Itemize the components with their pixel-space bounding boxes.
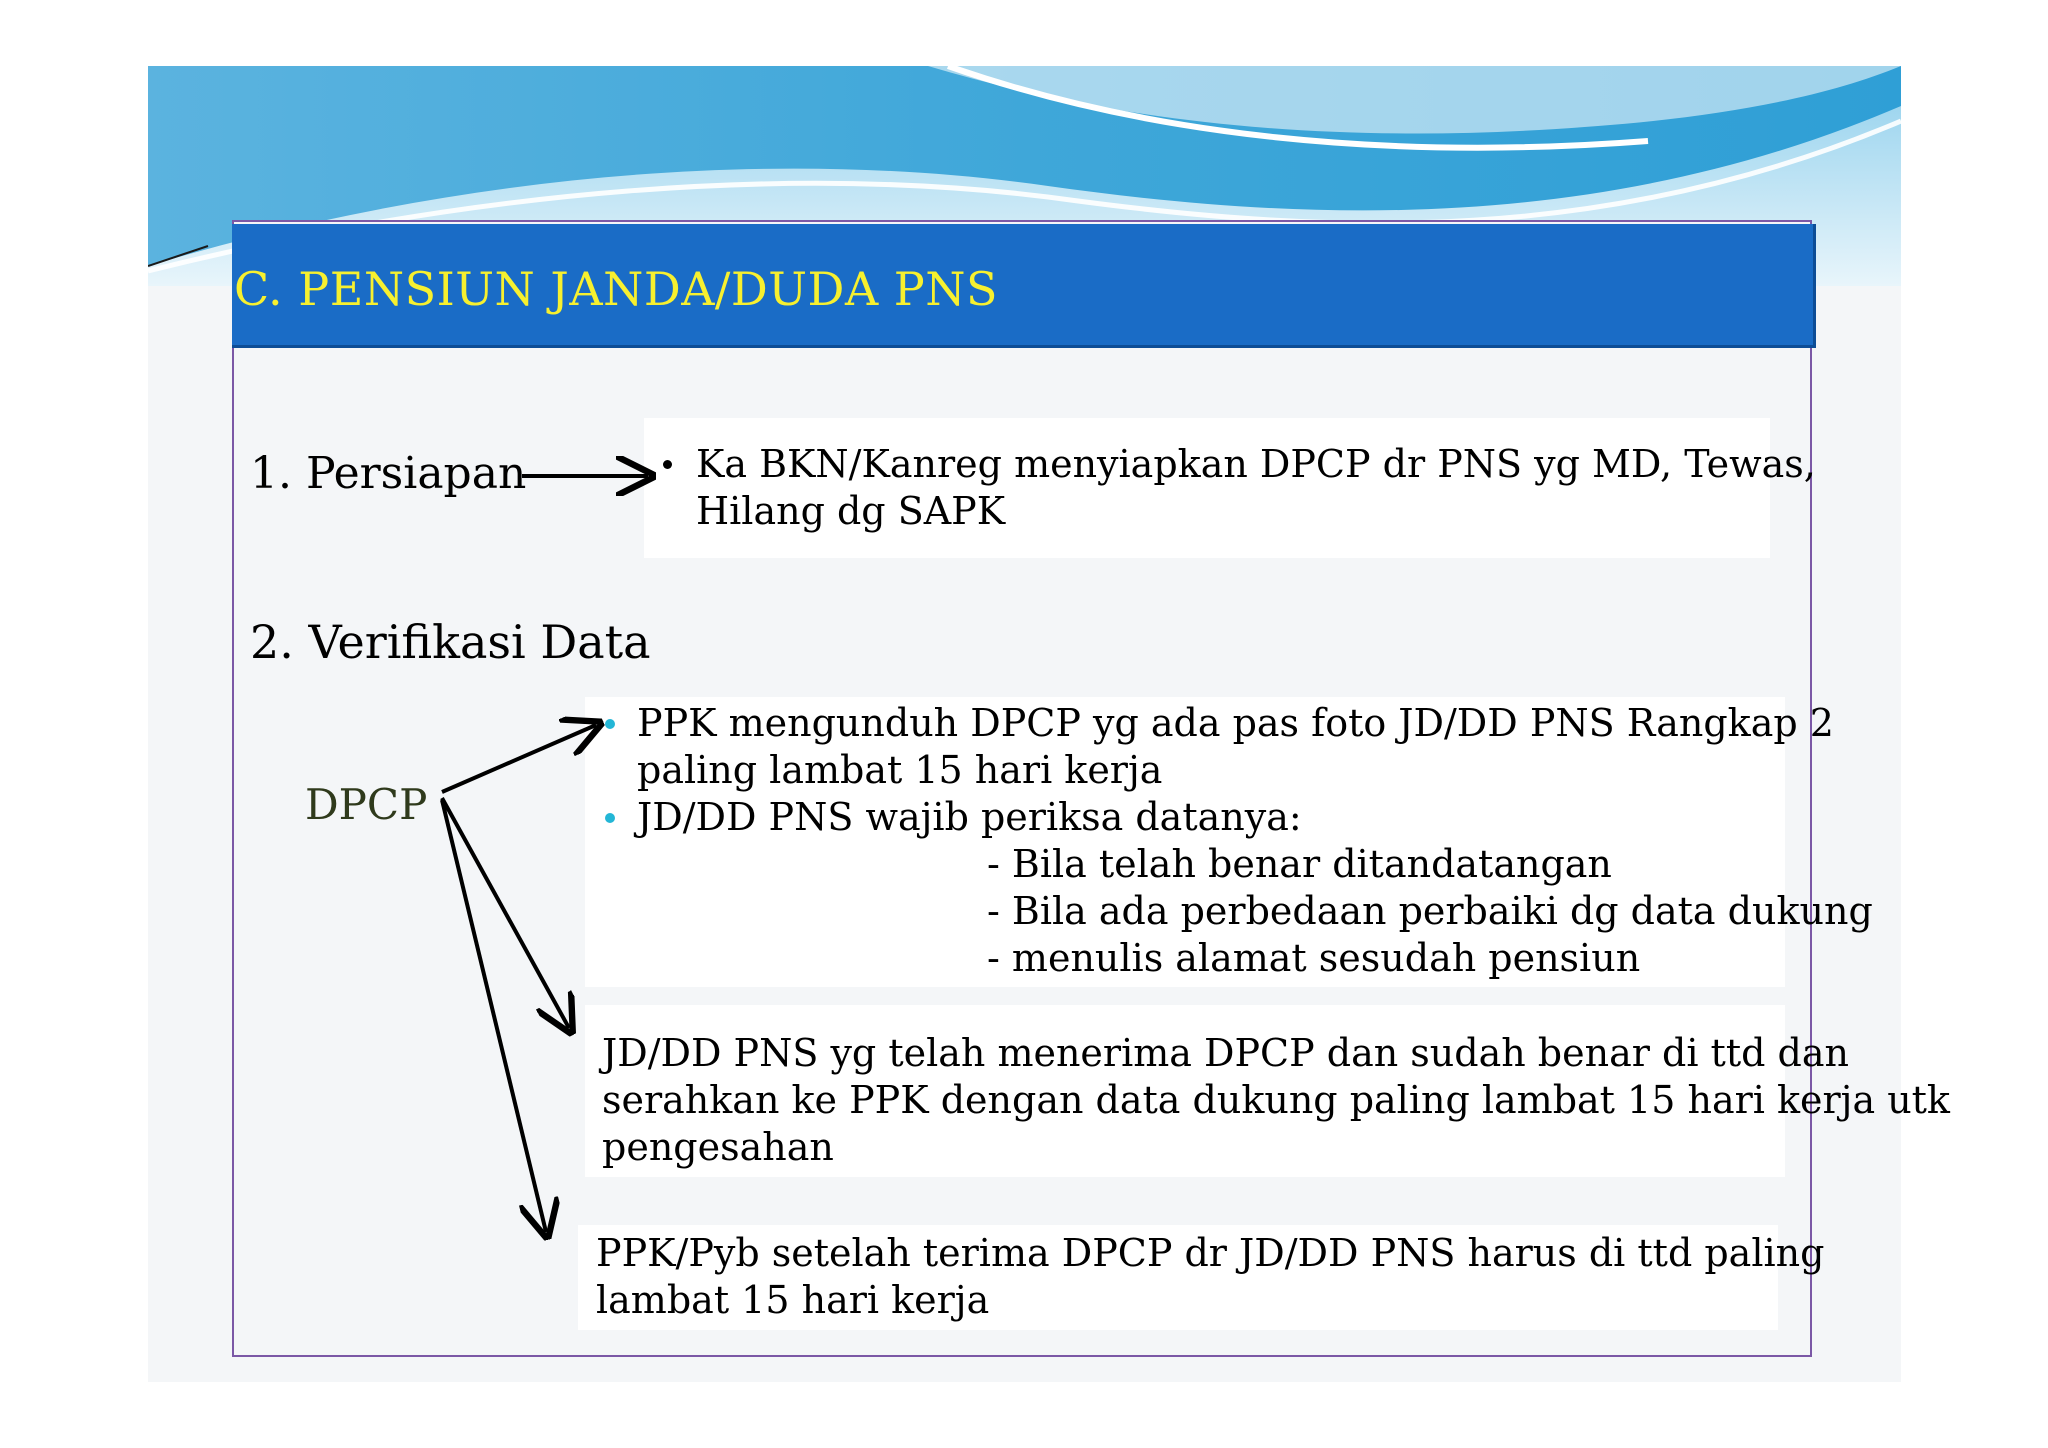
arrow-to-submission [442, 798, 569, 1028]
sub-item-1: - Bila telah benar ditandatangan [987, 842, 1612, 886]
approval-line2: lambat 15 hari kerja [596, 1278, 990, 1322]
verification-bullet1-line2: paling lambat 15 hari kerja [637, 748, 1163, 792]
arrow-to-verification [442, 725, 596, 792]
submission-line3: pengesahan [602, 1125, 834, 1169]
section2-label: 2. Verifikasi Data [250, 615, 651, 669]
section1-bullet-line1: Ka BKN/Kanreg menyiapkan DPCP dr PNS yg MD, Tewas, [696, 442, 1816, 486]
section1-bullet-line2: Hilang dg SAPK [696, 489, 1006, 533]
sub-item-3: - menulis alamat sesudah pensiun [987, 936, 1641, 980]
sub-item-2: - Bila ada perbedaan perbaiki dg data dukung [987, 889, 1873, 933]
submission-line2: serahkan ke PPK dengan data dukung paling lambat 15 hari kerja utk [602, 1078, 1950, 1122]
verification-bullet1-line1: PPK mengunduh DPCP yg ada pas foto JD/DD PNS Rangkap 2 [637, 701, 1834, 745]
arrow-to-approval [442, 800, 546, 1232]
verification-bullet2: JD/DD PNS wajib periksa datanya: [637, 795, 1302, 839]
approval-line1: PPK/Pyb setelah terima DPCP dr JD/DD PNS harus di ttd paling [596, 1231, 1825, 1275]
section1-label: 1. Persiapan [250, 448, 527, 499]
dpcp-label: DPCP [305, 780, 428, 829]
slide-title: C. PENSIUN JANDA/DUDA PNS [234, 262, 998, 316]
submission-line1: JD/DD PNS yg telah menerima DPCP dan sudah benar di ttd dan [602, 1031, 1849, 1075]
